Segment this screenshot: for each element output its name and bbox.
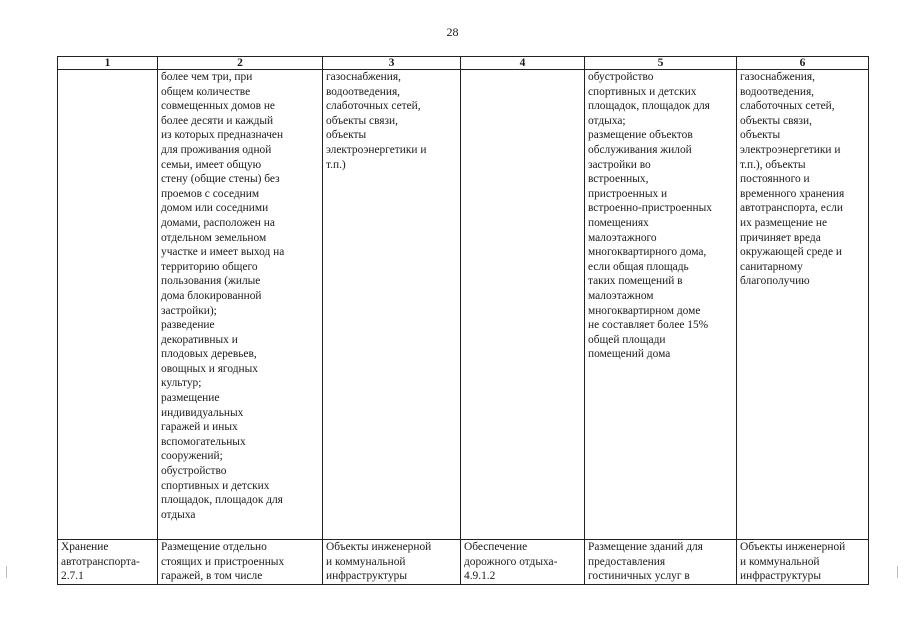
column-header: 1 bbox=[58, 57, 158, 70]
table-cell: газоснабжения, водоотведения, слаботочных сетей, объекты связи, объекты электроэнергетики и т.п.) bbox=[323, 70, 461, 540]
table-cell: Обеспечение дорожного отдыха- 4.9.1.2 bbox=[461, 540, 585, 585]
zoning-table bbox=[57, 56, 869, 585]
table-cell: Объекты инженерной и коммунальной инфраструктуры bbox=[737, 540, 869, 585]
scan-edge-mark bbox=[6, 566, 7, 578]
table-cell: газоснабжения, водоотведения, слаботочных сетей, объекты связи, объекты электроэнергетики и т.п.), объекты постоянного и временного хранения автотранспорта, если их размещение не причиняет вреда окружающей среде и санитарному благополучию bbox=[737, 70, 869, 540]
column-header: 5 bbox=[585, 57, 737, 70]
page-number: 28 bbox=[446, 25, 459, 39]
table-cell: Хранение автотранспорта- 2.7.1 bbox=[58, 540, 158, 585]
column-header: 3 bbox=[323, 57, 461, 70]
table-cell: более чем три, при общем количестве совмещенных домов не более десяти и каждый из которых предназначен для проживания одной семьи, имеет общую стену (общие стены) без проемов с соседним домом или соседними домами, расположен на отдельном земельном участке и имеет выход на территорию общего пользования (жилые дома блокированной застройки); разведение декоративных и плодовых деревьев, овощных и ягодных культур; размещение индивидуальных гаражей и иных вспомогательных сооружений; обустройство спортивных и детских площадок, площадок для отдыха bbox=[158, 70, 323, 540]
table-cell: обустройство спортивных и детских площадок, площадок для отдыха; размещение объектов обслуживания жилой застройки во встроенных, пристроенных и встроенно-пристроенных помещениях малоэтажного многоквартирного дома, если общая площадь таких помещений в малоэтажном многоквартирном доме не составляет более 15% общей площади помещений дома bbox=[585, 70, 737, 540]
column-header: 2 bbox=[158, 57, 323, 70]
table-row bbox=[58, 70, 869, 540]
column-header: 4 bbox=[461, 57, 585, 70]
column-header: 6 bbox=[737, 57, 869, 70]
table-cell: Объекты инженерной и коммунальной инфраструктуры bbox=[323, 540, 461, 585]
table-cell bbox=[58, 70, 158, 540]
table-cell: Размещение отдельно стоящих и пристроенных гаражей, в том числе bbox=[158, 540, 323, 585]
table-header-row bbox=[58, 57, 869, 70]
table-cell bbox=[461, 70, 585, 540]
table-row bbox=[58, 540, 869, 585]
table-cell: Размещение зданий для предоставления гостиничных услуг в bbox=[585, 540, 737, 585]
scan-edge-mark bbox=[897, 566, 898, 578]
